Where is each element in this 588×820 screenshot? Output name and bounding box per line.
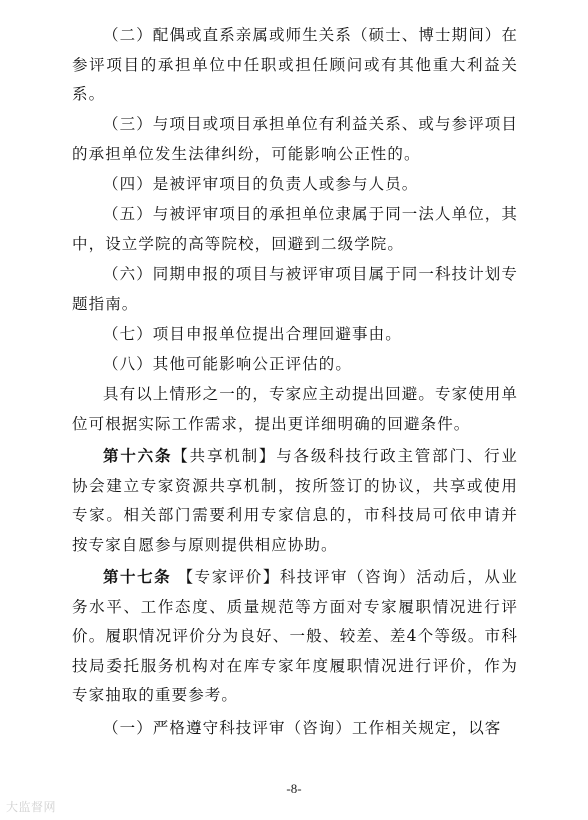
paragraph-same-program: （六）同期申报的项目与被评审项目属于同一科技计划专题指南。 bbox=[72, 265, 519, 313]
page-number: -8- bbox=[286, 781, 302, 796]
paragraph-other-cases: （八）其他可能影响公正评估的。 bbox=[103, 355, 353, 373]
paragraph-reasonable-avoidance: （七）项目申报单位提出合理回避事由。 bbox=[103, 325, 402, 343]
paragraph-same-legal-entity: （五）与被评审项目的承担单位隶属于同一法人单位，其中，设立学院的高等院校，回避到二级学院。 bbox=[72, 205, 519, 253]
article-17 bbox=[72, 562, 518, 711]
article-16 bbox=[72, 441, 518, 560]
watermark: 大监督网 bbox=[6, 800, 57, 814]
paragraph-relative-relationship: （二）配偶或直系亲属或师生关系（硕士、博士期间）在参评项目的承担单位中任职或担任顾问或有其他重大利益关系。 bbox=[72, 26, 519, 104]
article-16-number: 第十六条 bbox=[103, 446, 173, 465]
paragraph-project-leader: （四）是被评审项目的负责人或参与人员。 bbox=[103, 175, 419, 193]
article-17-heading: 【专家评价】 bbox=[171, 568, 280, 586]
article-17-body: 科技评审（咨询）活动后，从业务水平、工作态度、质量规范等方面对专家履职情况进行评价。履职情况评价分为良好、一般、较差、差4个等级。市科技局委托服务机构对在库专家年度履职情况进行评价，作为专家抽取的重要参考。 bbox=[72, 568, 519, 705]
article-16-heading: 【共享机制】 bbox=[172, 447, 277, 465]
paragraph-interest-relationship: （三）与项目或项目承担单位有利益关系、或与参评项目的承担单位发生法律纠纷，可能影响公正性的。 bbox=[72, 115, 519, 163]
article-17-number: 第十七条 bbox=[103, 567, 172, 586]
paragraph-evaluation-item-1: （一）严格遵守科技评审（咨询）工作相关规定，以客 bbox=[103, 719, 502, 737]
paragraph-avoidance-summary: 具有以上情形之一的，专家应主动提出回避。专家使用单位可根据实际工作需求，提出更详细明确的回避条件。 bbox=[72, 385, 519, 433]
article-16-body: 与各级科技行政主管部门、行业协会建立专家资源共享机制，按所签订的协议，共享或使用专家。相关部门需要利用专家信息的，市科技局可依申请并按专家自愿参与原则提供相应协助。 bbox=[72, 447, 519, 554]
